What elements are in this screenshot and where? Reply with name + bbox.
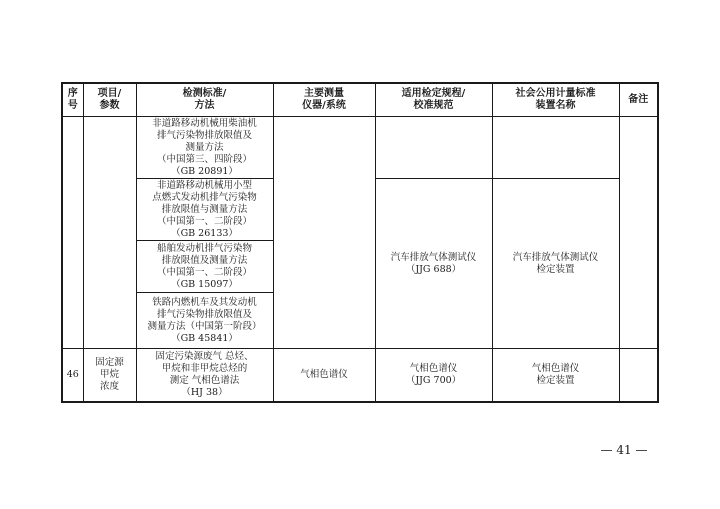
- method-cell: 非道路移动机械用小型 点燃式发动机排气污染物 排放限值与测量方法 （中国第一、二阶段） （GB 26133）: [136, 179, 273, 241]
- instrument-cell: 气相色谱仪: [273, 349, 375, 402]
- method-cell: 非道路移动机械用柴油机 排气污染物排放限值及 测量方法 （中国第三、四阶段） （GB 20891）: [136, 117, 273, 179]
- table-row: [62, 349, 658, 402]
- method-cell: 固定污染源废气 总烃、 甲烷和非甲烷总烃的 测定 气相色谱法 （HJ 38）: [136, 349, 273, 402]
- item-cell: 固定源 甲烷 浓度: [83, 349, 136, 402]
- remark-cell: [619, 349, 658, 402]
- standard-device-cell: 汽车排放气体测试仪 检定装置: [492, 179, 619, 349]
- table-header-row: [62, 83, 658, 117]
- instrument-cell-empty: [273, 117, 375, 349]
- seq-cell: 46: [62, 349, 83, 402]
- method-cell: 铁路内燃机车及其发动机 排气污染物排放限值及 测量方法（中国第一阶段） （GB 45841）: [136, 293, 273, 349]
- header-item: 项目/ 参数: [83, 83, 136, 117]
- regulation-cell: 汽车排放气体测试仪 （JJG 688）: [375, 179, 492, 349]
- metrology-standards-table: [61, 82, 659, 403]
- header-standard-device: 社会公用计量标准 装置名称: [492, 83, 619, 117]
- seq-cell-empty: [62, 117, 83, 349]
- remark-cell-empty: [619, 117, 658, 349]
- regulation-cell: 气相色谱仪 （JJG 700）: [375, 349, 492, 402]
- header-seq: 序 号: [62, 83, 83, 117]
- standard-device-cell: 气相色谱仪 检定装置: [492, 349, 619, 402]
- item-cell-empty: [83, 117, 136, 349]
- table-row: [62, 117, 658, 179]
- page-number: — 41 —: [600, 443, 648, 457]
- header-remark: 备注: [619, 83, 658, 117]
- regulation-cell-empty: [375, 117, 492, 179]
- method-cell: 船舶发动机排气污染物 排放限值及测量方法 （中国第一、二阶段） （GB 15097）: [136, 241, 273, 293]
- header-instrument: 主要测量 仪器/系统: [273, 83, 375, 117]
- standard-device-cell-empty: [492, 117, 619, 179]
- header-method: 检测标准/ 方法: [136, 83, 273, 117]
- header-regulation: 适用检定规程/ 校准规范: [375, 83, 492, 117]
